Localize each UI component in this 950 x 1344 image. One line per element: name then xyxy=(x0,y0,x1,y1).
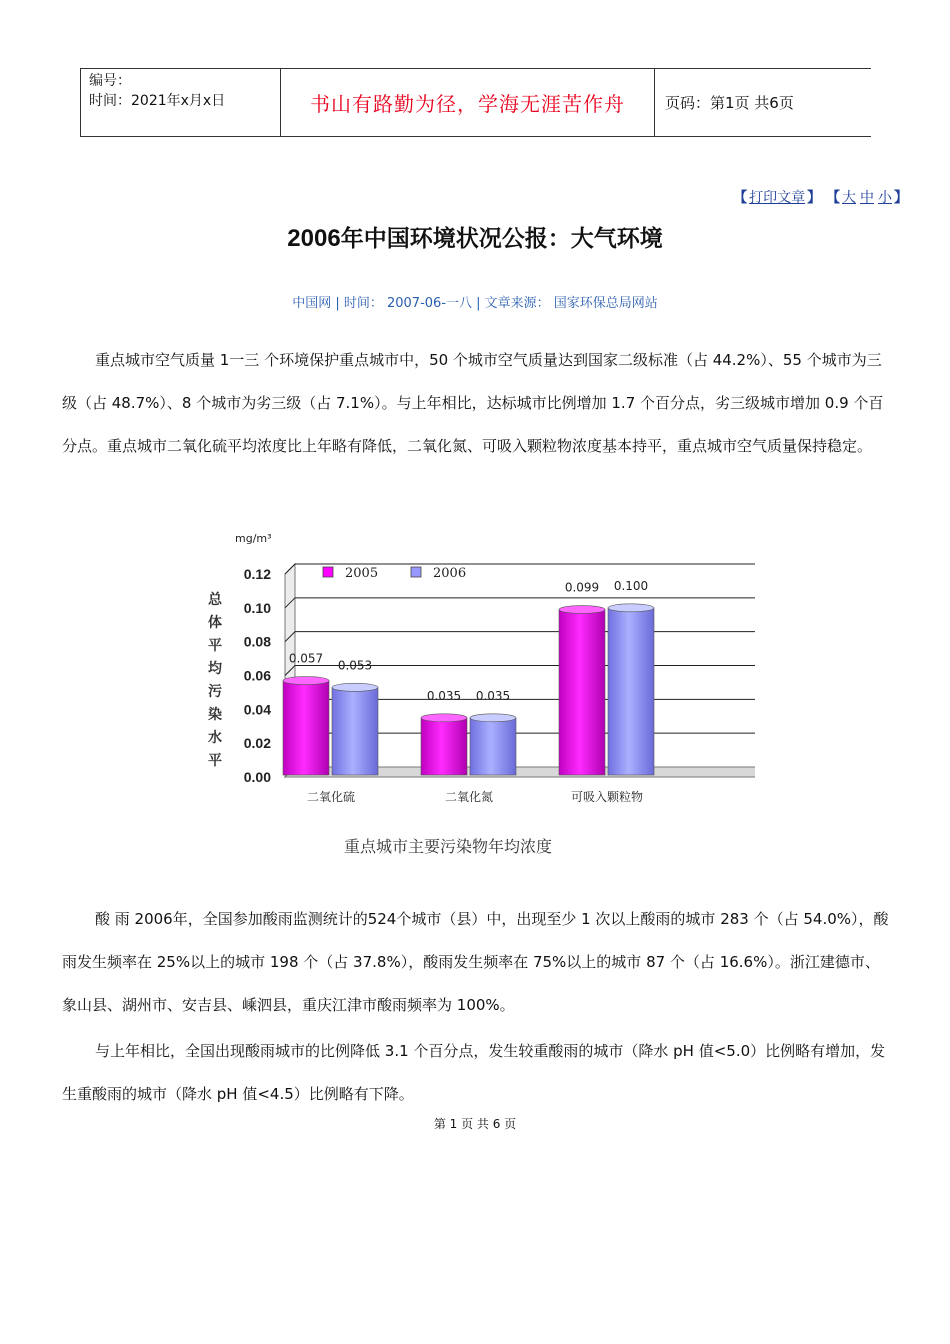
motto: 书山有路勤为径，学海无涯苦作舟 xyxy=(281,69,655,136)
bracket: 】 xyxy=(807,190,822,206)
y-tick-label: 0.02 xyxy=(243,735,271,752)
font-size-small-link[interactable]: 小 xyxy=(878,190,892,206)
y-axis-label-char: 总 xyxy=(208,592,222,608)
font-size-large-link[interactable]: 大 xyxy=(842,190,856,206)
y-tick-label: 0.06 xyxy=(243,667,271,684)
x-tick-label: 可吸入颗粒物 xyxy=(570,790,644,804)
x-tick-label: 二氧化氮 xyxy=(444,790,494,804)
bar-top xyxy=(421,714,467,722)
bar-top xyxy=(470,714,516,722)
legend-label: 2005 xyxy=(345,566,379,581)
data-label: 0.053 xyxy=(337,658,373,673)
y-axis-label-char: 均 xyxy=(208,661,222,677)
paragraph-air-quality: 重点城市空气质量 1一三 个环境保护重点城市中，50 个城市空气质量达到国家二级标准（占 44.2%）、55 个城市为三级（占 48.7%）、8 个城市为劣三级（占 7.1%）。与上年相比，达标城市比例增加 1.7 个百分点，劣三级城市增加 0.9 个百分点。重点城市二氧化硫平均浓度比上年略有降低，二氧化氮、可吸入颗粒物浓度基本持平，重点城市空气质量保持稳定。 xyxy=(62,351,884,455)
legend-swatch xyxy=(411,567,421,577)
y-axis-label xyxy=(208,591,223,769)
y-tick-labels xyxy=(244,566,271,785)
legend-label: 2006 xyxy=(433,566,467,581)
data-label: 0.100 xyxy=(613,578,649,593)
document-header xyxy=(80,68,871,137)
paragraph-acid-rain-comparison: 与上年相比，全国出现酸雨城市的比例降低 3.1 个百分点，发生较重酸雨的城市（降水 pH 值<5.0）比例略有增加，发生重酸雨的城市（降水 pH 值<4.5）比例略有下降。 xyxy=(62,1042,886,1103)
title-text: 年中国环境状况公报：大气环境 xyxy=(340,226,663,252)
y-tick-label: 0.08 xyxy=(243,633,271,650)
x-tick-labels xyxy=(307,789,643,804)
bar xyxy=(332,687,378,775)
page-label: 页码：第1页 共6页 xyxy=(665,94,794,112)
y-tick-label: 0.00 xyxy=(243,769,271,785)
y-axis-label-char: 污 xyxy=(208,684,222,700)
paragraph-acid-rain: 酸 雨 2006年，全国参加酸雨监测统计的524个城市（县）中，出现至少 1 次以上酸雨的城市 283 个（占 54.0%），酸雨发生频率在 25%以上的城市 198 个（占 37.8%），酸雨发生频率在 75%以上的城市 87 个（占 16.6%）。浙江建德市、象山县、湖州市、安吉县、嵊泗县，重庆江津市酸雨频率为 100%。 xyxy=(62,910,889,1014)
bracket: 】 xyxy=(894,190,908,206)
article-toolbar xyxy=(733,187,908,207)
unit-label: mg/m³ xyxy=(235,532,272,545)
y-tick-label: 0.12 xyxy=(243,566,271,582)
time-label: 时间：2021年x月x日 xyxy=(89,93,226,109)
header-info-cell xyxy=(81,69,281,136)
y-tick-label: 0.10 xyxy=(243,599,271,616)
chart-title: 重点城市主要污染物年均浓度 xyxy=(343,837,553,856)
data-label: 0.035 xyxy=(426,688,462,703)
data-label: 0.099 xyxy=(564,580,600,595)
x-tick-label: 二氧化硫 xyxy=(306,790,356,804)
y-axis-label-char: 平 xyxy=(208,753,222,769)
y-tick-label: 0.04 xyxy=(243,701,271,718)
bracket: 【 xyxy=(826,190,840,206)
legend-swatch xyxy=(323,567,333,577)
bar-top xyxy=(283,677,329,685)
article-meta: 中国网 | 时间： 2007-06-一八 | 文章来源： 国家环保总局网站 xyxy=(292,296,658,311)
y-axis-label-char: 平 xyxy=(208,638,222,654)
bar-top xyxy=(559,606,605,614)
bar-top xyxy=(332,683,378,691)
bar xyxy=(559,610,605,775)
data-label: 0.057 xyxy=(288,651,324,666)
y-axis-label-char: 体 xyxy=(208,615,222,631)
footer-page-number: 第 1 页 共 6 页 xyxy=(433,1117,517,1131)
bar-top xyxy=(608,604,654,612)
bar xyxy=(421,718,467,775)
bar xyxy=(283,681,329,775)
bar xyxy=(608,608,654,775)
bar xyxy=(470,718,516,775)
bracket: 【 xyxy=(733,190,748,206)
print-article-link[interactable]: 打印文章 xyxy=(749,190,806,206)
article-title xyxy=(0,220,950,253)
pollutant-bar-chart xyxy=(195,522,755,867)
number-label: 编号： xyxy=(89,73,131,89)
title-year: 2006 xyxy=(287,225,341,252)
data-label: 0.035 xyxy=(475,688,511,703)
y-axis-label-char: 染 xyxy=(208,707,222,723)
y-axis-label-char: 水 xyxy=(208,730,222,746)
font-size-medium-link[interactable]: 中 xyxy=(860,190,874,206)
